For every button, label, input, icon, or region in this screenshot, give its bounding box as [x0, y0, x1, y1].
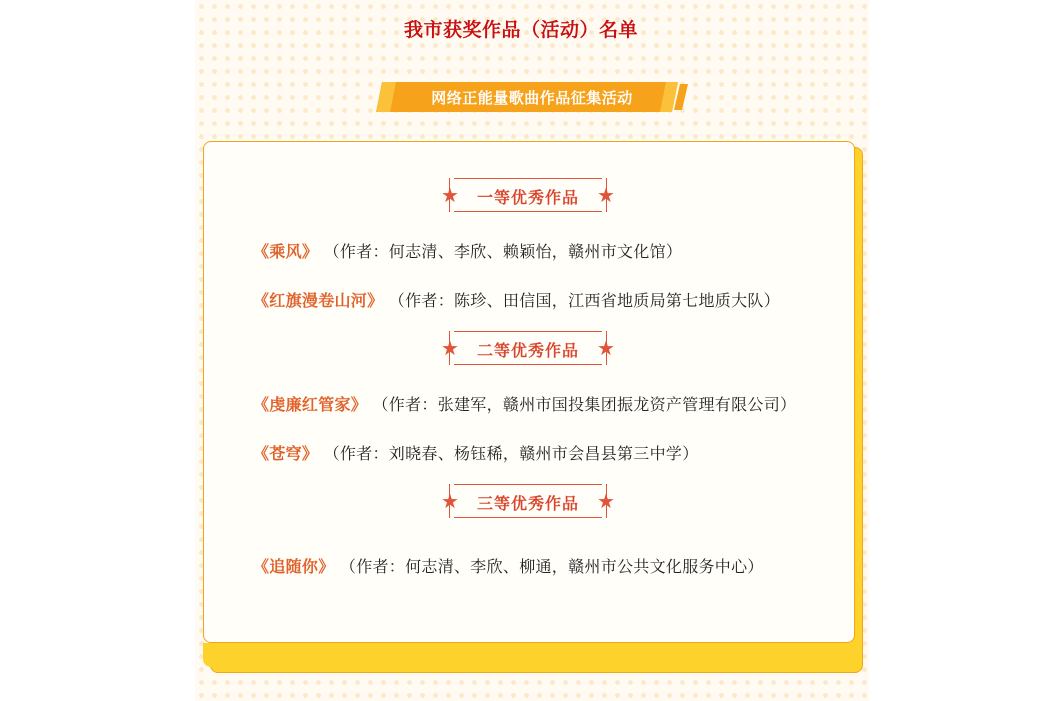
star-icon: ★: [441, 336, 459, 360]
work-detail: （作者：何志清、李欣、柳通，赣州市公共文化服务中心）: [339, 557, 764, 576]
work-title: 《苍穹》: [253, 444, 319, 463]
star-icon: ★: [597, 336, 615, 360]
activity-banner: [376, 80, 688, 114]
list-item: [253, 392, 796, 415]
section-heading-third-prize: [441, 484, 615, 520]
work-detail: （作者：陈珍、田信国，江西省地质局第七地质大队）: [388, 291, 780, 310]
work-detail: （作者：张建军，赣州市国投集团振龙资产管理有限公司）: [372, 395, 797, 414]
section-heading-label: 一等优秀作品: [476, 188, 579, 207]
card-footer-strip: [203, 643, 855, 667]
work-detail: （作者：刘晓春、杨钰稀，赣州市会昌县第三中学）: [323, 444, 699, 463]
page-title: 我市获奖作品（活动）名单: [403, 19, 638, 41]
list-item: [253, 441, 699, 464]
banner-label: 网络正能量歌曲作品征集活动: [431, 89, 633, 107]
star-icon: ★: [441, 183, 459, 207]
section-heading-second-prize: [441, 331, 615, 367]
work-title: 《虔廉红管家》: [253, 395, 368, 414]
star-icon: ★: [597, 489, 615, 513]
work-title: 《红旗漫卷山河》: [253, 291, 384, 310]
work-detail: （作者：何志清、李欣、赖颖怡，赣州市文化馆）: [323, 242, 683, 261]
work-title: 《乘风》: [253, 242, 319, 261]
section-heading-label: 三等优秀作品: [476, 494, 579, 513]
list-item: [253, 288, 780, 311]
list-item: [253, 554, 764, 577]
section-heading-first-prize: [441, 178, 615, 214]
work-title: 《追随你》: [253, 557, 335, 576]
star-icon: ★: [441, 489, 459, 513]
section-heading-label: 二等优秀作品: [476, 341, 579, 360]
star-icon: ★: [597, 183, 615, 207]
list-item: [253, 239, 682, 262]
